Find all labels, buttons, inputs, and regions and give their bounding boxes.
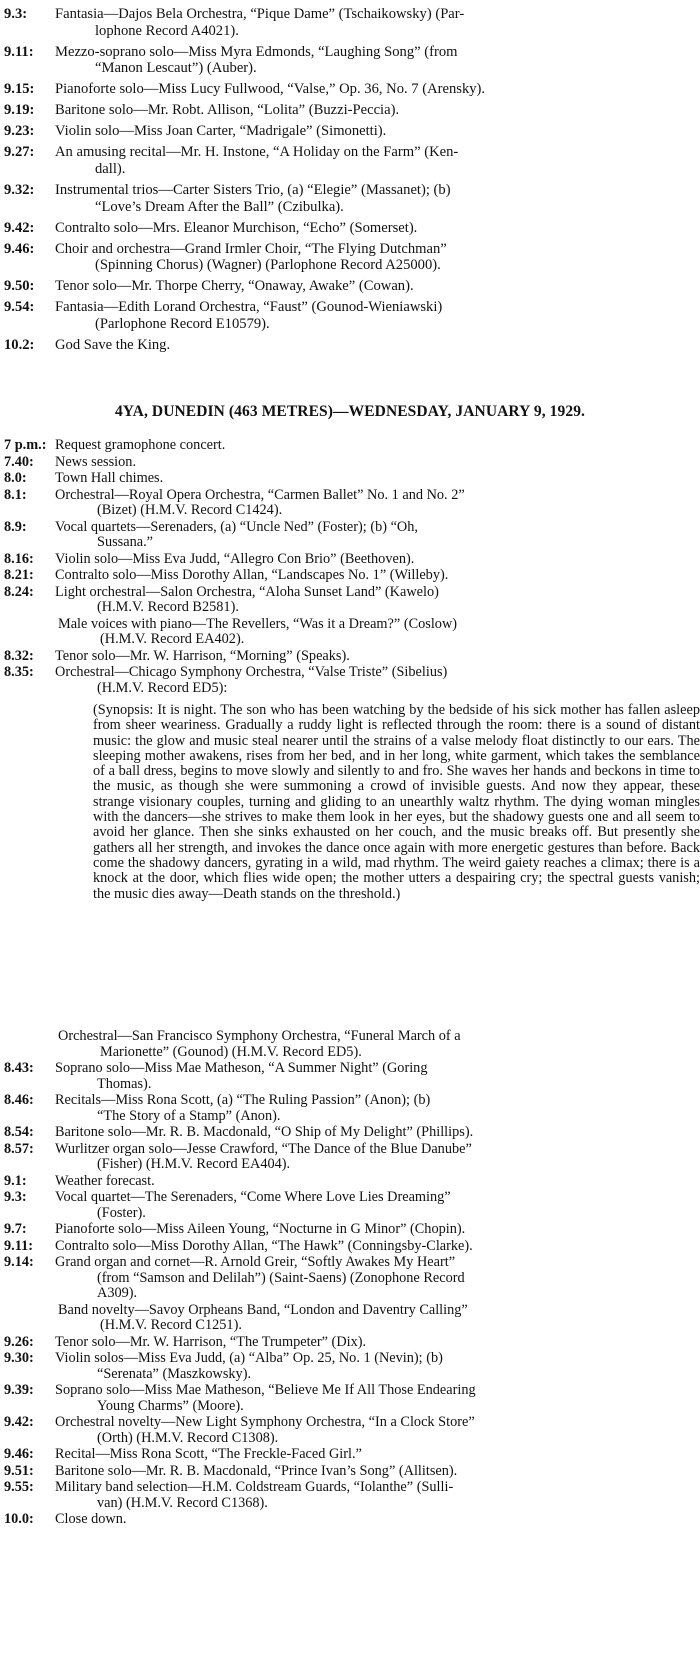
entry-text: Soprano solo—Miss Mae Matheson, “Believe Me If All Those Endearing: [55, 1382, 476, 1398]
entry-time: 9.50:: [4, 278, 35, 295]
entry-text-continued: (H.M.V. Record C1251).: [100, 1317, 242, 1333]
program-entry: [0, 1029, 700, 1060]
entry-time: 9.51:: [4, 1462, 34, 1479]
entry-text-continued: (Bizet) (H.M.V. Record C1424).: [97, 502, 283, 518]
program-entry: [0, 1480, 700, 1511]
program-entry: [0, 568, 700, 584]
entry-time: 8.24:: [4, 583, 34, 600]
entry-text: Instrumental trios—Carter Sisters Trio, (a) “Elegie” (Massanet); (b): [55, 182, 451, 199]
program-entry: [0, 123, 700, 140]
entry-text: Baritone solo—Mr. Robt. Allison, “Lolita” (Buzzi-Peccia).: [55, 102, 400, 119]
entry-time: 9.14:: [4, 1254, 34, 1270]
program-dunedin-early: [0, 438, 700, 696]
entry-text: Orchestral novelty—New Light Symphony Orchestra, “In a Clock Store”: [55, 1414, 475, 1430]
entry-time: 8.9:: [4, 518, 27, 535]
entry-text: Band novelty—Savoy Orpheans Band, “London and Daventry Calling”: [58, 1301, 468, 1318]
program-entry: [0, 220, 700, 237]
program-entry: [0, 665, 700, 696]
entry-text-continued: Marionette” (Gounod) (H.M.V. Record ED5).: [100, 1043, 362, 1060]
program-entry: [0, 471, 700, 487]
entry-text-continued: (from “Samson and Delilah”) (Saint-Saens) (Zonophone Record: [97, 1269, 465, 1286]
entry-text: Pianoforte solo—Miss Lucy Fullwood, “Valse,” Op. 36, No. 7 (Arensky).: [55, 81, 486, 98]
program-entry: [0, 182, 700, 215]
program-entry: [0, 455, 700, 471]
entry-text: Baritone solo—Mr. R. B. Macdonald, “O Ship of My Delight” (Phillips).: [55, 1124, 474, 1140]
entry-text-continued: “Manon Lescaut”) (Auber).: [95, 60, 257, 77]
program-entry: [0, 144, 700, 177]
entry-time: 7 p.m.:: [4, 437, 47, 453]
entry-time: 8.57:: [4, 1140, 34, 1157]
entry-time: 8.21:: [4, 567, 34, 583]
entry-time: 9.23:: [4, 123, 35, 140]
entry-text: God Save the King.: [55, 337, 171, 354]
program-entry: [0, 488, 700, 519]
entry-text: Recital—Miss Rona Scott, “The Freckle-Faced Girl.”: [55, 1446, 362, 1462]
entry-text-continued: (Spinning Chorus) (Wagner) (Parlophone Record A25000).: [95, 257, 441, 274]
entry-time: 9.19:: [4, 102, 35, 119]
program-entry: [0, 102, 700, 119]
entry-time: 9.42:: [4, 219, 35, 236]
entry-time: 9.11:: [4, 1237, 33, 1254]
program-entry: [0, 1415, 700, 1446]
entry-text: Orchestral—San Francisco Symphony Orchestra, “Funeral March of a: [58, 1028, 461, 1044]
program-dunedin-late: [0, 1029, 700, 1528]
program-entry: [0, 1512, 700, 1528]
entry-text: Tenor solo—Mr. W. Harrison, “The Trumpeter” (Dix).: [55, 1333, 367, 1350]
entry-time: 9.11:: [4, 43, 34, 60]
entry-text-continued: dall).: [95, 160, 126, 177]
program-entry: [0, 1222, 700, 1238]
program-entry: [0, 1061, 700, 1092]
entry-text-continued: Thomas).: [97, 1075, 152, 1092]
entry-text: Tenor solo—Mr. Thorpe Cherry, “Onaway, Awake” (Cowan).: [55, 278, 414, 295]
entry-time: 9.27:: [4, 144, 35, 161]
entry-text: Orchestral—Chicago Symphony Orchestra, “Valse Triste” (Sibelius): [55, 664, 448, 680]
entry-text: Request gramophone concert.: [55, 437, 226, 453]
entry-text: Recitals—Miss Rona Scott, (a) “The Ruling Passion” (Anon); (b): [55, 1092, 431, 1108]
entry-text: Wurlitzer organ solo—Jesse Crawford, “The Dance of the Blue Danube”: [55, 1140, 472, 1157]
program-entry: [0, 1239, 700, 1255]
program-entry: [0, 438, 700, 454]
entry-text: Pianoforte solo—Miss Aileen Young, “Nocturne in G Minor” (Chopin).: [55, 1221, 466, 1237]
entry-text-continued: (Fisher) (H.M.V. Record EA404).: [97, 1156, 291, 1172]
entry-time: 8.1:: [4, 486, 27, 503]
entry-text-continued: “Love’s Dream After the Ball” (Czibulka).: [95, 198, 344, 215]
program-entry: [0, 337, 700, 354]
entry-text: Light orchestral—Salon Orchestra, “Aloha Sunset Land” (Kawelo): [55, 583, 439, 600]
program-entry: [0, 1125, 700, 1141]
entry-text: Male voices with piano—The Revellers, “Was it a Dream?” (Coslow): [58, 615, 458, 632]
program-entry: [0, 1464, 700, 1480]
entry-time: 9.46:: [4, 1446, 34, 1462]
entry-text-continued: (H.M.V. Record ED5):: [97, 679, 228, 696]
entry-time: 9.46:: [4, 240, 35, 257]
entry-time: 8.16:: [4, 550, 34, 567]
entry-text: Grand organ and cornet—R. Arnold Greir, “Softly Awakes My Heart”: [55, 1254, 456, 1270]
entry-text: Vocal quartet—The Serenaders, “Come Where Love Lies Dreaming”: [55, 1189, 451, 1205]
program-entry: [0, 1142, 700, 1173]
entry-text: Close down.: [55, 1511, 127, 1527]
entry-time: 10.0:: [4, 1511, 34, 1527]
program-entry: [0, 81, 700, 98]
entry-text: Mezzo-soprano solo—Miss Myra Edmonds, “Laughing Song” (from: [55, 43, 458, 60]
entry-text: Violin solo—Miss Eva Judd, “Allegro Con Brio” (Beethoven).: [55, 550, 415, 567]
program-entry: [0, 1303, 700, 1334]
entry-text-continued: (H.M.V. Record B2581).: [97, 599, 239, 615]
program-entry: [0, 617, 700, 648]
program-entry: [0, 44, 700, 77]
program-entry: [0, 1351, 700, 1382]
entry-time: 8.54:: [4, 1124, 34, 1140]
entry-time: 9.1:: [4, 1172, 27, 1189]
program-entry: [0, 278, 700, 295]
entry-text: Tenor solo—Mr. W. Harrison, “Morning” (Speaks).: [55, 647, 350, 664]
entry-time: 9.7:: [4, 1221, 27, 1237]
program-entry: [0, 1447, 700, 1463]
entry-text: Contralto solo—Miss Dorothy Allan, “Landscapes No. 1” (Willeby).: [55, 567, 449, 583]
entry-text: Contralto solo—Miss Dorothy Allan, “The Hawk” (Conningsby-Clarke).: [55, 1237, 473, 1254]
entry-time: 9.3:: [4, 1189, 27, 1205]
entry-text-continued: van) (H.M.V. Record C1368).: [97, 1494, 268, 1511]
program-entry: [0, 520, 700, 551]
program-entry: [0, 241, 700, 274]
program-entry: [0, 585, 700, 616]
entry-time: 7.40:: [4, 453, 34, 470]
entry-text-continued: (H.M.V. Record EA402).: [100, 631, 245, 647]
entry-text: Military band selection—H.M. Coldstream Guards, “Iolanthe” (Sulli-: [55, 1479, 454, 1495]
program-entry: [0, 1174, 700, 1190]
entry-time: 8.0:: [4, 470, 27, 486]
entry-text: An amusing recital—Mr. H. Instone, “A Holiday on the Farm” (Ken-: [55, 144, 459, 161]
entry-text: Vocal quartets—Serenaders, (a) “Uncle Ned” (Foster); (b) “Oh,: [55, 518, 418, 535]
entry-text-continued: (Foster).: [97, 1204, 146, 1221]
program-entry: [0, 299, 700, 332]
entry-text: Weather forecast.: [55, 1172, 155, 1189]
program-entry: [0, 1335, 700, 1351]
program-entry: [0, 1255, 700, 1302]
entry-text-continued: (Parlophone Record E10579).: [95, 315, 270, 332]
program-entry: [0, 1383, 700, 1414]
valse-triste-synopsis: (Synopsis: It is night. The son who has been watching by the bedside of his sick mother has fallen asleep from sheer weariness. Gradually a ruddy light is reflected through the room: there is a sound of distant music: the glow and music steal nearer until the strains of a valse melody float distinctly to our ears. The sleeping mother awakens, rises from her bed, and in her long, white garment, which takes the semblance of a ball dress, begins to move slowly and silently to and fro. She waves her hands and beckons in time to the music, as though she were summoning a crowd of invisible guests. And now they appear, these strange visionary couples, turning and gliding to an unearthly waltz rhythm. The dying woman mingles with the dancers—she strives to make them look in her eyes, but the shadowy guests one and all seem to avoid her glance. Then she sinks exhausted on her couch, and the music breaks off. But presently she gathers all her strength, and invokes the dance once again with more energetic gestures than before. Back come the shadowy dancers, gyrating in a wild, mad rhythm. The weird gaiety reaches a climax; there is a knock at the door, which flies wide open; the mother utters a despairing cry; the spectral guests vanish; the music dies away—Death stands on the threshold.): [93, 702, 700, 902]
program-entry: [0, 1093, 700, 1124]
program-entry: [0, 649, 700, 665]
entry-text: Fantasia—Dajos Bela Orchestra, “Pique Dame” (Tschaikowsky) (Par-: [55, 6, 465, 22]
entry-time: 10.2:: [4, 337, 35, 354]
entry-text: Violin solo—Miss Joan Carter, “Madrigale” (Simonetti).: [55, 123, 387, 140]
entry-text-continued: “Serenata” (Maszkowsky).: [97, 1365, 252, 1382]
entry-time: 8.43:: [4, 1060, 34, 1076]
program-entry: [0, 6, 700, 39]
entry-text-continued: Sussana.”: [97, 534, 153, 550]
entry-text: Choir and orchestra—Grand Irmler Choir, “The Flying Dutchman”: [55, 240, 447, 257]
program-wednesday-continued: [0, 6, 700, 354]
entry-time: 9.15:: [4, 81, 35, 98]
program-entry: [0, 1190, 700, 1221]
entry-time: 9.39:: [4, 1382, 34, 1398]
entry-time: 8.35:: [4, 664, 34, 680]
entry-text: Soprano solo—Miss Mae Matheson, “A Summer Night” (Goring: [55, 1060, 428, 1076]
entry-time: 9.54:: [4, 299, 35, 316]
entry-time: 9.3:: [4, 6, 28, 22]
entry-time: 9.55:: [4, 1479, 34, 1495]
entry-text: News session.: [55, 453, 137, 470]
entry-text: Contralto solo—Mrs. Eleanor Murchison, “Echo” (Somerset).: [55, 219, 418, 236]
entry-time: 9.32:: [4, 182, 35, 199]
entry-text-continued: “The Story of a Stamp” (Anon).: [97, 1107, 281, 1124]
entry-text-continued: A309).: [97, 1285, 138, 1301]
entry-time: 9.30:: [4, 1350, 34, 1366]
entry-text: Baritone solo—Mr. R. B. Macdonald, “Prince Ivan’s Song” (Allitsen).: [55, 1462, 458, 1479]
entry-time: 8.46:: [4, 1092, 34, 1108]
entry-time: 9.42:: [4, 1414, 34, 1430]
entry-text-continued: (Orth) (H.M.V. Record C1308).: [97, 1429, 279, 1446]
entry-text: Orchestral—Royal Opera Orchestra, “Carmen Ballet” No. 1 and No. 2”: [55, 486, 465, 503]
entry-text-continued: Young Charms” (Moore).: [97, 1397, 244, 1414]
program-entry: [0, 552, 700, 568]
entry-text-continued: lophone Record A4021).: [95, 22, 239, 39]
entry-time: 9.26:: [4, 1333, 34, 1350]
entry-text: Violin solos—Miss Eva Judd, (a) “Alba” Op. 25, No. 1 (Nevin); (b): [55, 1350, 443, 1366]
entry-text: Town Hall chimes.: [55, 470, 164, 486]
entry-time: 8.32:: [4, 647, 34, 664]
entry-text: Fantasia—Edith Lorand Orchestra, “Faust” (Gounod-Wieniawski): [55, 299, 443, 316]
station-heading: 4YA, DUNEDIN (463 METRES)—WEDNESDAY, JANUARY 9, 1929.: [114, 403, 586, 420]
